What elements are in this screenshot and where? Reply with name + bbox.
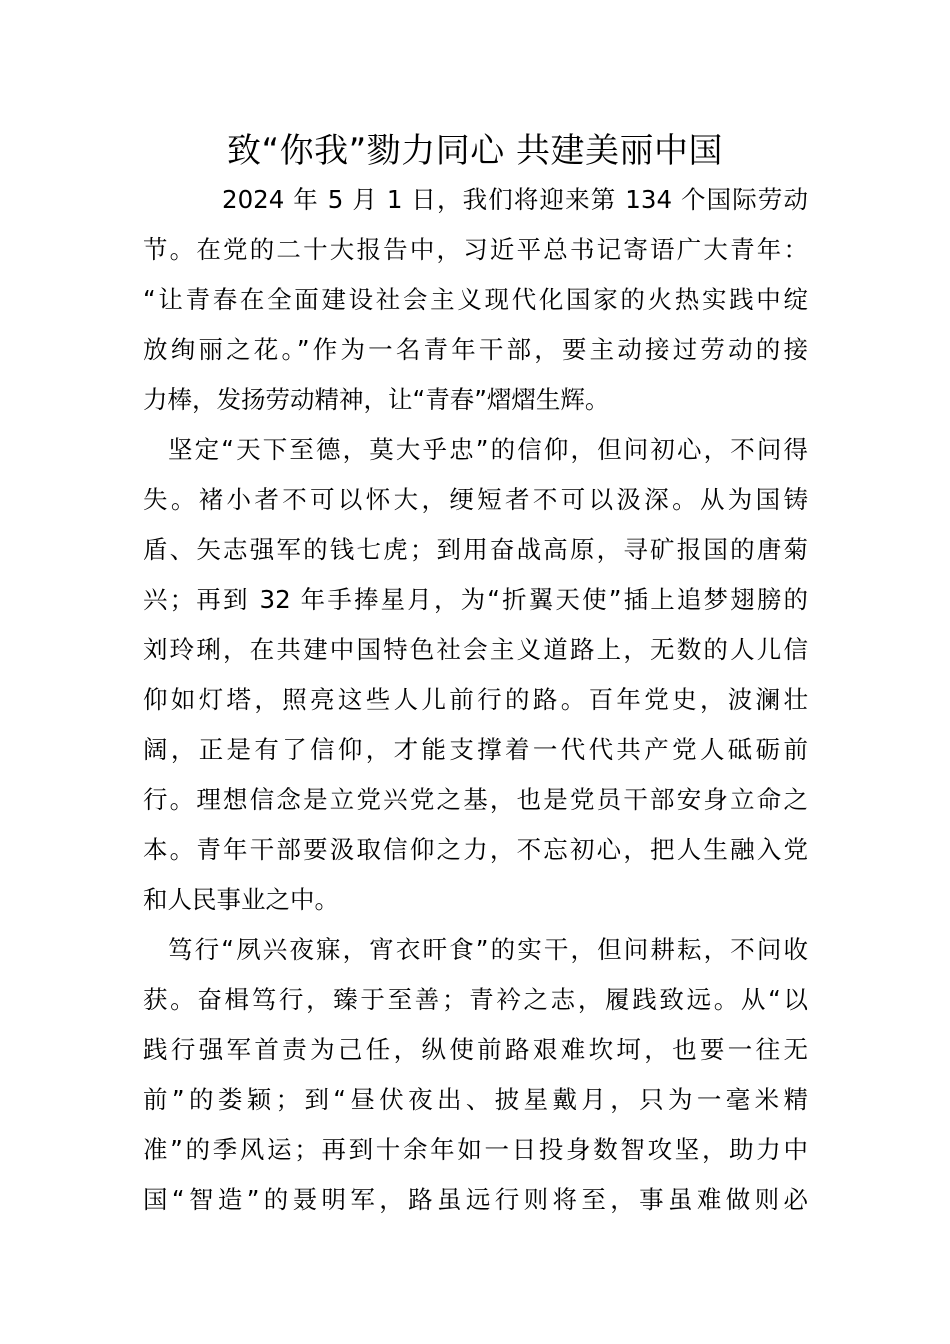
paragraph-2-line-8: 行。理想信念是立党兴党之基，也是党员干部安身立命之 [143,785,808,814]
paragraph-2-line-1: 坚定“天下至德，莫大乎忠”的信仰，但问初心，不问得 [168,435,808,464]
paragraph-3-line-1: 笃行“夙兴夜寐，宵衣旰食”的实干，但问耕耘，不问收 [168,935,808,964]
paragraph-3-line-6: 国“智造”的聂明军，路虽远行则将至，事虽难做则必 [143,1185,808,1214]
paragraph-3-line-5: 准”的季风运；再到十余年如一日投身数智攻坚，助力中 [143,1135,808,1164]
paragraph-1-line-5: 力棒，发扬劳动精神，让“青春”熠熠生辉。 [143,385,610,414]
paragraph-2-line-2: 失。褚小者不可以怀大，绠短者不可以汲深。从为国铸 [143,485,808,514]
paragraph-2-line-9: 本。青年干部要汲取信仰之力，不忘初心，把人生融入党 [143,835,808,864]
paragraph-1-line-1: 2024 年 5 月 1 日，我们将迎来第 134 个国际劳动 [222,185,808,214]
paragraph-2-line-5: 刘玲琍，在共建中国特色社会主义道路上，无数的人儿信 [143,635,808,664]
paragraph-1-line-4: 放绚丽之花。”作为一名青年干部，要主动接过劳动的接 [143,335,808,364]
document-title: 致“你我”勠力同心 共建美丽中国 [226,131,724,171]
paragraph-3-line-2: 获。奋楫笃行，臻于至善；青衿之志，履践致远。从“以 [143,985,808,1014]
paragraph-2-line-6: 仰如灯塔，照亮这些人儿前行的路。百年党史，波澜壮 [143,685,808,714]
paragraph-2-line-3: 盾、矢志强军的钱七虎；到用奋战高原，寻矿报国的唐菊 [143,535,808,564]
paragraph-3-line-4: 前”的娄颖；到“昼伏夜出、披星戴月，只为一毫米精 [143,1085,808,1114]
paragraph-2-line-10: 和人民事业之中。 [143,885,339,914]
paragraph-1-line-3: “让青春在全面建设社会主义现代化国家的火热实践中绽 [143,285,808,314]
paragraph-2-line-7: 阔，正是有了信仰，才能支撑着一代代共产党人砥砺前 [143,735,808,764]
paragraph-1-line-2: 节。在党的二十大报告中，习近平总书记寄语广大青年： [143,235,808,264]
paragraph-3-line-3: 践行强军首责为己任，纵使前路艰难坎坷，也要一往无 [143,1035,808,1064]
paragraph-2-line-4: 兴；再到 32 年手捧星月，为“折翼天使”插上追梦翅膀的 [143,585,808,614]
